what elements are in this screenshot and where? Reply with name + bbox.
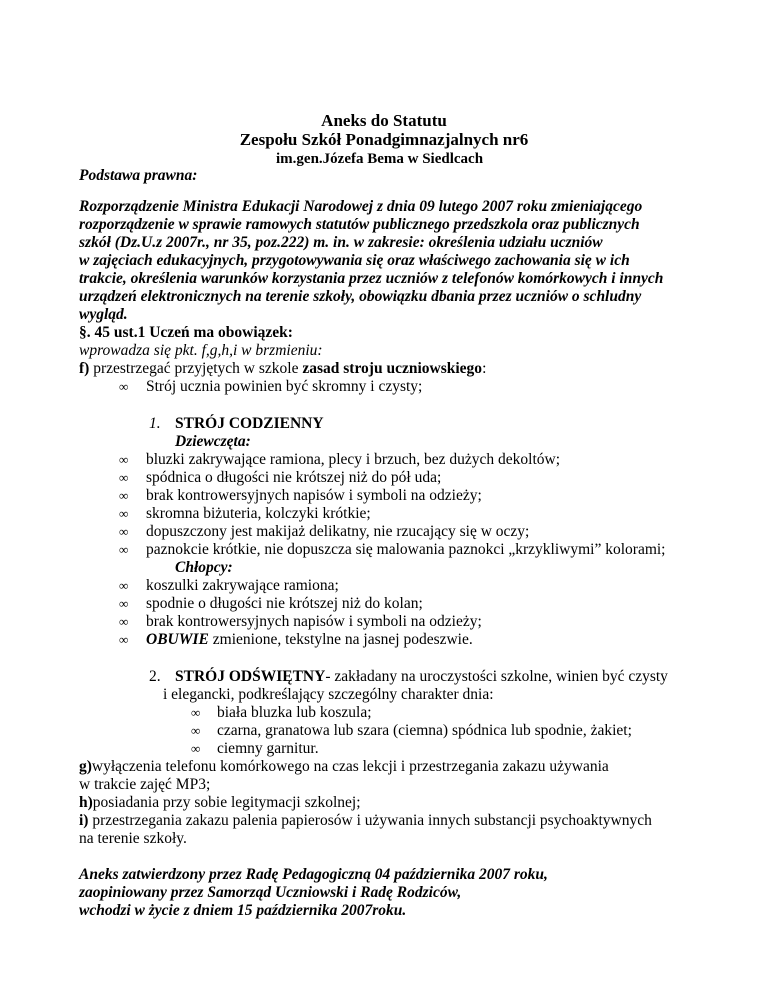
- bullet-icon: ∞: [119, 614, 129, 629]
- basis-line-6: urządzeń elektronicznych na terenie szkoły, obowiązku dbania przez uczniów o schludny: [79, 288, 642, 305]
- bullet-icon: ∞: [119, 524, 129, 539]
- bullet-icon: ∞: [119, 379, 129, 394]
- bullet-icon: ∞: [119, 578, 129, 593]
- bullet-icon: ∞: [119, 452, 129, 467]
- bullet-icon: ∞: [191, 723, 201, 738]
- title-line-2: Zespołu Szkół Ponadgimnazjalnych nr6: [239, 130, 529, 149]
- s2-number: 2.: [149, 668, 161, 685]
- basis-line-3: szkół (Dz.U.z 2007r., nr 35, poz.222) m. in. w zakresie: określenia udziału uczniów: [79, 234, 603, 251]
- bullet-icon: ∞: [119, 470, 129, 485]
- point-h: h)posiadania przy sobie legitymacji szkolnej;: [79, 794, 361, 811]
- point-f-colon: :: [482, 360, 487, 377]
- bullet-icon: ∞: [191, 705, 201, 720]
- basis-line-5: trakcie, określenia warunków korzystania przez uczniów z telefonów komórkowych i innych: [79, 270, 664, 287]
- basis-label: Podstawa prawna:: [79, 167, 198, 184]
- closing-line-3: wchodzi w życie z dniem 15 października 2007roku.: [79, 902, 407, 919]
- point-f-letter: f): [79, 360, 90, 377]
- point-f-bold: zasad stroju uczniowskiego: [302, 360, 483, 377]
- document-page: Aneks do Statutu Zespołu Szkół Ponadgimnazjalnych nr6 im.gen.Józefa Bema w Siedlcach Podstawa prawna: Rozporządzenie Ministra Edukacji Narodowej z dnia 09 lutego 2007 roku zmieniającego rozporządzenie w sprawie ramowych statutów publicznego przedszkola oraz publicznych szkół (Dz.U.z 2007r., nr 35, poz.222) m. in. w zakresie: określenia udziału uczniów w zajęciach edukacyjnych, przygotowywania się oraz właściwego zachowania się w ich trakcie, określenia warunków korzystania przez uczniów z telefonów komórkowych i innych urządzeń elektronicznych na terenie szkoły, obowiązku dbania przez uczniów o schludny wygląd. §. 45 ust.1 Uczeń ma obowiązek: wprowadza się pkt. f,g,h,i w brzmieniu: f) przestrzegać przyjętych w szkole zasad stroju uczniowskiego: ∞ Strój ucznia powinien być skromny i czysty; 1. STRÓJ CODZIENNY Dziewczęta: ∞ bluzki zakrywające ramiona, plecy i brzuch, bez dużych dekoltów; ∞ spódnica o długości nie krótszej niż do pół uda; ∞ brak kontrowersyjnych napisów i symboli na odzieży; ∞ skromna biżuteria, kolczyki krótkie; ∞ dopuszczony jest makijaż delikatny, nie rzucający się w oczy; ∞ paznokcie krótkie, nie dopuszcza się malowania paznokci „krzykliwymi” kolorami; Chłopcy: ∞ koszulki zakrywające ramiona; ∞ spodnie o długości nie krótszej niż do kolan; ∞ brak kontrowersyjnych napisów i symboli na odzieży; ∞ OBUWIE zmienione, tekstylne na jasnej podeszwie. 2. STRÓJ ODŚWIĘTNY- zakładany na uroczystości szkolne, winien być czysty i elegancki, podkreślający szczególny charakter dnia: ∞ biała bluzka lub koszula; ∞ czarna, granatowa lub szara (ciemna) spódnica lub spodnie, żakiet; ∞ ciemny garnitur. g)wyłączenia telefonu komórkowego na czas lekcji i przestrzegania zakazu używania w trakcie zajęć MP3; h)posiadania przy sobie legitymacji szkolnej; i) przestrzegania zakazu palenia papierosów i używania innych substancji psychoaktywnych na terenie szkoły. Aneks zatwierdzony przez Radę Pedagogiczną 04 października 2007 roku, zaopiniowany przez Samorząd Uczniowski i Radę Rodziców, wchodzi w życie z dniem 15 października 2007roku.: [0, 0, 768, 994]
- basis-line-4: w zajęciach edukacyjnych, przygotowywania się oraz właściwego zachowania się w ich: [79, 252, 630, 269]
- bullet-icon: ∞: [119, 488, 129, 503]
- bullet-icon: ∞: [119, 632, 129, 647]
- point-f: [79, 360, 486, 378]
- boys-label: Chłopcy:: [175, 559, 233, 576]
- girls-label: Dziewczęta:: [175, 433, 251, 450]
- closing-line-1: Aneks zatwierdzony przez Radę Pedagogiczną 04 października 2007 roku,: [79, 866, 548, 883]
- point-i-cont: na terenie szkoły.: [79, 830, 187, 847]
- basis-line-7: wygląd.: [79, 306, 128, 323]
- introduces-line: wprowadza się pkt. f,g,h,i w brzmieniu:: [79, 342, 323, 359]
- s1-title: STRÓJ CODZIENNY: [175, 415, 324, 432]
- s2-desc-1: - zakładany na uroczystości szkolne, winien być czysty: [325, 668, 668, 685]
- bullet-icon: ∞: [191, 741, 201, 756]
- basis-line-2: rozporządzenie w sprawie ramowych statutów publicznego przedszkola oraz publicznych: [79, 216, 640, 233]
- s2-heading: [175, 668, 668, 686]
- s2-desc-2: i elegancki, podkreślający szczególny charakter dnia:: [163, 686, 494, 703]
- section-heading: §. 45 ust.1 Uczeń ma obowiązek:: [79, 324, 293, 341]
- point-g-cont: w trakcie zajęć MP3;: [79, 776, 211, 793]
- bullet-icon: ∞: [119, 596, 129, 611]
- point-g-letter: g): [79, 758, 92, 775]
- s1-number: 1.: [149, 415, 161, 432]
- bullet-icon: ∞: [119, 506, 129, 521]
- title-line-1: Aneks do Statutu: [321, 111, 447, 130]
- point-h-letter: h): [79, 794, 93, 811]
- point-f-text: przestrzegać przyjętych w szkole: [89, 360, 303, 377]
- title-line-3: im.gen.Józefa Bema w Siedlcach: [276, 151, 484, 167]
- bullet-icon: ∞: [119, 542, 129, 557]
- shoes-bold: OBUWIE: [146, 631, 209, 648]
- point-g: g)wyłączenia telefonu komórkowego na czas lekcji i przestrzegania zakazu używania: [79, 758, 609, 775]
- shoes-rest: zmienione, tekstylne na jasnej podeszwie.: [208, 631, 473, 648]
- point-i: i) przestrzegania zakazu palenia papierosów i używania innych substancji psychoaktywnych: [79, 812, 652, 829]
- point-i-letter: i): [79, 812, 89, 829]
- closing-line-2: zaopiniowany przez Samorząd Uczniowski i Radę Rodziców,: [79, 884, 462, 901]
- basis-line-1: Rozporządzenie Ministra Edukacji Narodowej z dnia 09 lutego 2007 roku zmieniającego: [79, 198, 643, 215]
- s2-title: STRÓJ ODŚWIĘTNY: [175, 668, 326, 685]
